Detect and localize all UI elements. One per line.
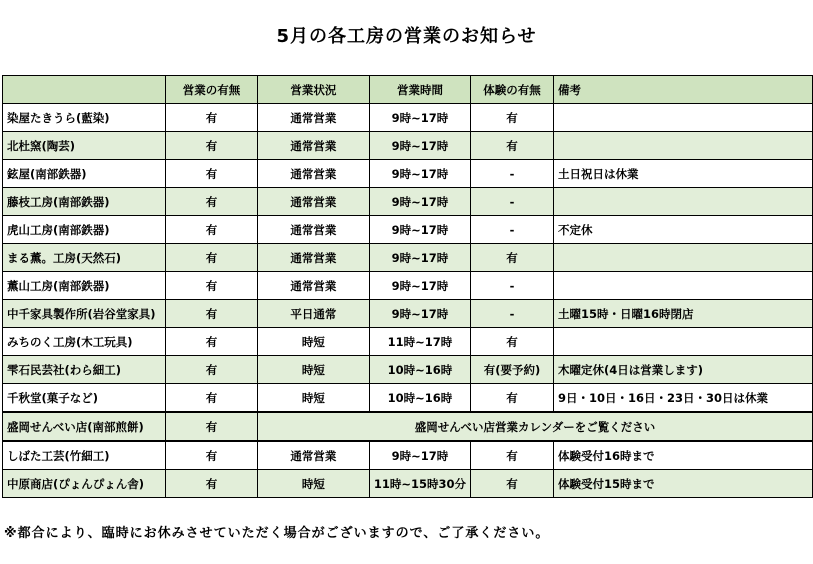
business-hours: 9時~17時 — [369, 272, 470, 300]
table-row — [3, 132, 813, 160]
business-status: 通常営業 — [257, 132, 369, 160]
workshop-name: 中千家具製作所(岩谷堂家具) — [3, 300, 166, 328]
header-name — [3, 76, 166, 104]
header-hours: 営業時間 — [369, 76, 470, 104]
business-hours: 9時~17時 — [369, 132, 470, 160]
open-status: 有 — [165, 104, 257, 132]
remarks: 体験受付15時まで — [554, 470, 813, 498]
business-hours: 9時~17時 — [369, 216, 470, 244]
footnote: ※都合により、臨時にお休みさせていただく場合がございますので、ご了承ください。 — [4, 526, 550, 541]
open-status: 有 — [165, 160, 257, 188]
open-status: 有 — [165, 412, 257, 441]
experience-status: 有 — [471, 244, 554, 272]
header-notes: 備考 — [554, 76, 813, 104]
open-status: 有 — [165, 272, 257, 300]
workshop-name: しばた工芸(竹細工) — [3, 441, 166, 470]
table-row — [3, 300, 813, 328]
workshop-name: 染屋たきうら(藍染) — [3, 104, 166, 132]
business-status: 通常営業 — [257, 441, 369, 470]
table-row — [3, 328, 813, 356]
workshop-name: 千秋堂(菓子など) — [3, 384, 166, 413]
header-experience: 体験の有無 — [471, 76, 554, 104]
experience-status: - — [471, 272, 554, 300]
business-status: 通常営業 — [257, 216, 369, 244]
experience-status: 有 — [471, 104, 554, 132]
remarks — [554, 188, 813, 216]
remarks — [554, 244, 813, 272]
business-hours: 9時~17時 — [369, 160, 470, 188]
table-header-row — [3, 76, 813, 104]
calendar-message: 盛岡せんべい店営業カレンダーをご覧ください — [257, 412, 812, 441]
workshop-name: 鉉屋(南部鉄器) — [3, 160, 166, 188]
header-status: 営業状況 — [257, 76, 369, 104]
business-status: 時短 — [257, 356, 369, 384]
business-status: 平日通常 — [257, 300, 369, 328]
business-hours: 11時~17時 — [369, 328, 470, 356]
table-row — [3, 216, 813, 244]
header-open: 営業の有無 — [165, 76, 257, 104]
open-status: 有 — [165, 300, 257, 328]
business-hours: 9時~17時 — [369, 188, 470, 216]
business-status: 通常営業 — [257, 244, 369, 272]
business-hours: 10時~16時 — [369, 356, 470, 384]
table-row — [3, 412, 813, 441]
table-row — [3, 356, 813, 384]
remarks — [554, 272, 813, 300]
open-status: 有 — [165, 244, 257, 272]
experience-status: 有 — [471, 328, 554, 356]
remarks: 体験受付16時まで — [554, 441, 813, 470]
workshop-name: 雫石民芸社(わら細工) — [3, 356, 166, 384]
business-hours: 9時~17時 — [369, 104, 470, 132]
business-status: 時短 — [257, 328, 369, 356]
open-status: 有 — [165, 384, 257, 413]
open-status: 有 — [165, 216, 257, 244]
workshop-name: 盛岡せんべい店(南部煎餅) — [3, 412, 166, 441]
open-status: 有 — [165, 470, 257, 498]
experience-status: - — [471, 216, 554, 244]
open-status: 有 — [165, 328, 257, 356]
workshop-name: みちのく工房(木工玩具) — [3, 328, 166, 356]
open-status: 有 — [165, 356, 257, 384]
experience-status: 有(要予約) — [471, 356, 554, 384]
business-status: 時短 — [257, 470, 369, 498]
remarks: 不定休 — [554, 216, 813, 244]
experience-status: 有 — [471, 470, 554, 498]
open-status: 有 — [165, 441, 257, 470]
page-title: 5月の各工房の営業のお知らせ — [276, 26, 537, 47]
business-status: 通常営業 — [257, 104, 369, 132]
business-status: 通常営業 — [257, 188, 369, 216]
remarks: 土日祝日は休業 — [554, 160, 813, 188]
experience-status: - — [471, 300, 554, 328]
table-row — [3, 104, 813, 132]
table-row — [3, 160, 813, 188]
table-row — [3, 470, 813, 498]
business-hours: 11時~15時30分 — [369, 470, 470, 498]
business-hours: 9時~17時 — [369, 300, 470, 328]
remarks — [554, 132, 813, 160]
business-hours: 10時~16時 — [369, 384, 470, 413]
experience-status: 有 — [471, 441, 554, 470]
workshop-name: 虎山工房(南部鉄器) — [3, 216, 166, 244]
workshop-name: 薫山工房(南部鉄器) — [3, 272, 166, 300]
table-row — [3, 188, 813, 216]
open-status: 有 — [165, 132, 257, 160]
remarks: 9日・10日・16日・23日・30日は休業 — [554, 384, 813, 413]
table-row — [3, 441, 813, 470]
experience-status: 有 — [471, 384, 554, 413]
business-status: 時短 — [257, 384, 369, 413]
experience-status: 有 — [471, 132, 554, 160]
schedule-table — [2, 75, 813, 498]
open-status: 有 — [165, 188, 257, 216]
table-row — [3, 244, 813, 272]
experience-status: - — [471, 160, 554, 188]
business-hours: 9時~17時 — [369, 244, 470, 272]
business-status: 通常営業 — [257, 160, 369, 188]
remarks — [554, 104, 813, 132]
workshop-name: 中原商店(ぴょんぴょん舎) — [3, 470, 166, 498]
workshop-name: まる薫。工房(天然石) — [3, 244, 166, 272]
business-status: 通常営業 — [257, 272, 369, 300]
table-row — [3, 384, 813, 413]
workshop-name: 北杜窯(陶芸) — [3, 132, 166, 160]
remarks: 土曜15時・日曜16時閉店 — [554, 300, 813, 328]
remarks — [554, 328, 813, 356]
table-row — [3, 272, 813, 300]
remarks: 木曜定休(4日は営業します) — [554, 356, 813, 384]
workshop-name: 藤枝工房(南部鉄器) — [3, 188, 166, 216]
business-hours: 9時~17時 — [369, 441, 470, 470]
experience-status: - — [471, 188, 554, 216]
